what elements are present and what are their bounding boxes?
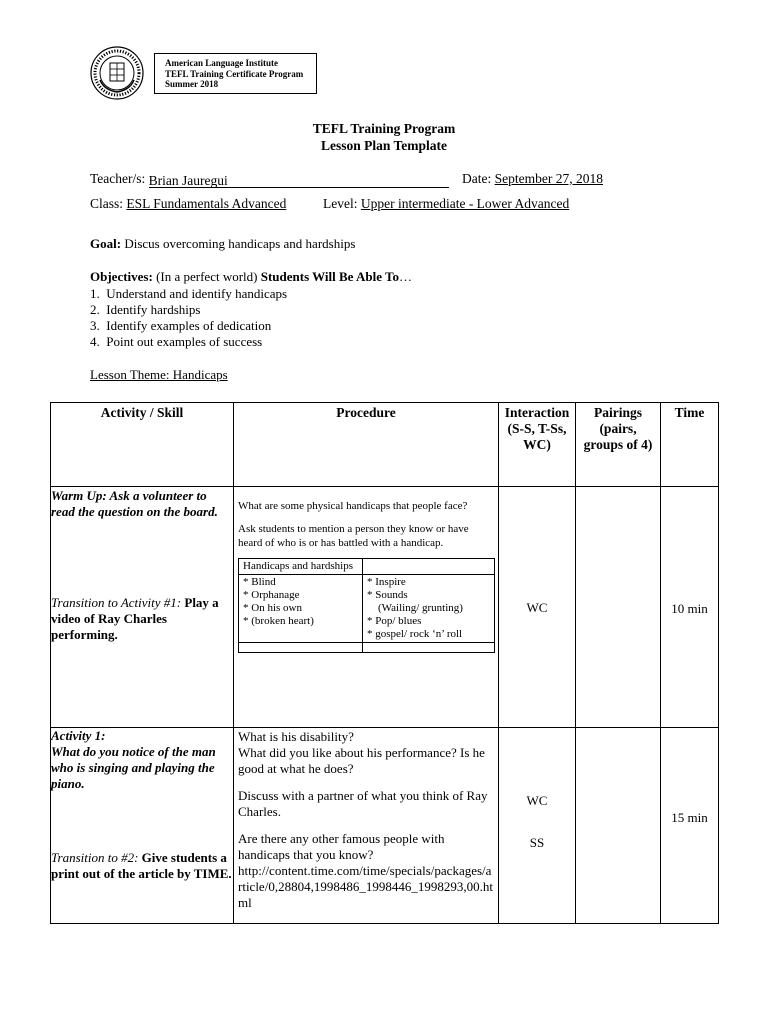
procedure-spacer	[238, 820, 494, 831]
row2-pairings-cell	[576, 728, 661, 924]
warmup-title: Warm Up: Ask a volunteer to read the question on the board.	[51, 488, 218, 519]
date-value: September 27, 2018	[494, 171, 603, 186]
procedure-spacer	[238, 777, 494, 788]
row1-pairings-cell	[576, 487, 661, 728]
article-link[interactable]: http://content.time.com/time/specials/packages/article/0,28804,1998486_1998446_1998293,00.html	[238, 863, 493, 910]
transition-label: Transition to #2:	[51, 850, 139, 865]
brainstorm-right	[363, 575, 495, 643]
header-interaction-line: (S-S, T-Ss,	[507, 421, 567, 436]
institute-box	[154, 53, 317, 94]
header-pairings-line: (pairs,	[599, 421, 637, 436]
activity1-title: Activity 1:	[51, 728, 106, 743]
header-activity: Activity / Skill	[51, 403, 234, 487]
brainstorm-item: * Pop/ blues	[367, 615, 422, 627]
row2-activity-cell	[51, 728, 234, 924]
row2-procedure-cell	[234, 728, 499, 924]
teacher-label: Teacher/s:	[90, 171, 146, 186]
header-procedure: Procedure	[234, 403, 499, 487]
program-name: TEFL Training Certificate Program	[165, 68, 304, 79]
date-line	[462, 171, 603, 187]
transition-label: Transition to Activity #1:	[51, 595, 182, 610]
objectives-list	[90, 286, 287, 350]
table-header-row	[51, 403, 719, 487]
activity1-text: What do you notice of the man who is singing and playing the piano.	[51, 744, 216, 791]
brainstorm-item: * On his own	[243, 602, 302, 614]
header-interaction-line: WC)	[523, 437, 551, 452]
row2-time-cell	[661, 728, 719, 924]
goal-label: Goal:	[90, 236, 122, 251]
brainstorm-left	[239, 575, 363, 643]
procedure-line: What is his disability?	[238, 729, 354, 744]
row2-time: 15 min	[671, 810, 708, 825]
document-subtitle: Lesson Plan Template	[320, 138, 448, 153]
header-time: Time	[661, 403, 719, 487]
objectives-heading	[90, 269, 412, 285]
brainstorm-item: * Inspire	[367, 576, 406, 588]
lesson-plan-table	[50, 402, 719, 924]
document-title: TEFL Training Program	[312, 121, 456, 136]
brainstorm-blank	[239, 643, 363, 653]
header-interaction	[499, 403, 576, 487]
warmup-transition	[51, 595, 233, 643]
table-row	[51, 728, 719, 924]
header-interaction-line: Interaction	[504, 405, 570, 420]
program-term: Summer 2018	[165, 79, 219, 89]
institute-seal-icon	[90, 46, 144, 100]
objective-item: 1. Understand and identify handicaps	[90, 286, 288, 301]
header-pairings-line: Pairings	[593, 405, 642, 420]
row1-interaction-cell	[499, 487, 576, 728]
row1-activity-cell	[51, 487, 234, 728]
table-row	[51, 487, 719, 728]
teacher-line	[90, 171, 449, 188]
level-label: Level:	[323, 196, 358, 211]
transition-text: Give students a print out of the article by TIME.	[51, 850, 232, 881]
row1-time-cell	[661, 487, 719, 728]
header-pairings	[576, 403, 661, 487]
procedure-line: Discuss with a partner of what you think of Ray Charles.	[238, 788, 488, 819]
brainstorm-table	[238, 558, 495, 653]
row1-interaction: WC	[526, 600, 548, 615]
warmup-ask: Ask students to mention a person they know or have heard of who is or has battled with a handicap.	[238, 523, 469, 549]
brainstorm-heading: Handicaps and hardships	[239, 559, 363, 575]
brainstorm-item: * Sounds	[367, 589, 408, 601]
row2-interaction-ss: SS	[529, 835, 545, 850]
warmup-question: What are some physical handicaps that people face?	[238, 500, 468, 512]
brainstorm-heading-blank	[363, 559, 495, 575]
lesson-theme: Lesson Theme: Handicaps	[90, 367, 228, 382]
procedure-line: What did you like about his performance? Is he good at what he does?	[238, 745, 485, 776]
brainstorm-item: * (broken heart)	[243, 615, 314, 627]
row1-time: 10 min	[671, 601, 708, 616]
objectives-intro: (In a perfect world)	[152, 269, 261, 284]
activity1-transition	[51, 850, 233, 882]
teacher-value: Brian Jauregui	[148, 173, 228, 188]
objective-item: 2. Identify hardships	[90, 302, 201, 317]
procedure-line: Are there any other famous people with handicaps that you know?	[238, 831, 445, 862]
row2-interaction-cell	[499, 728, 576, 924]
class-label: Class:	[90, 196, 124, 211]
transition-text: Play a video of Ray Charles performing.	[51, 595, 219, 642]
objective-item: 3. Identify examples of dedication	[90, 318, 272, 333]
objective-item: 4. Point out examples of success	[90, 334, 263, 349]
class-line	[90, 196, 286, 212]
level-line	[323, 196, 569, 212]
brainstorm-item: * Blind	[243, 576, 276, 588]
teacher-field	[149, 173, 449, 188]
swbat: Students Will Be Able To	[260, 269, 399, 284]
level-value: Upper intermediate - Lower Advanced	[360, 196, 570, 211]
brainstorm-blank	[363, 643, 495, 653]
brainstorm-item: * gospel/ rock ‘n’ roll	[367, 628, 463, 640]
goal-text: Discus overcoming handicaps and hardships	[121, 236, 356, 251]
brainstorm-item: * Orphanage	[243, 589, 300, 601]
objectives-label: Objectives:	[90, 269, 153, 284]
objectives-ellipsis: …	[398, 269, 412, 284]
header-pairings-line: groups of 4)	[583, 437, 653, 452]
date-label: Date:	[462, 171, 492, 186]
row2-interaction-wc: WC	[526, 793, 548, 808]
goal-line	[90, 236, 355, 252]
brainstorm-item: (Wailing/ grunting)	[367, 602, 463, 614]
class-value: ESL Fundamentals Advanced	[126, 196, 287, 211]
institute-name: American Language Institute	[165, 58, 278, 68]
row1-procedure-cell	[234, 487, 499, 728]
